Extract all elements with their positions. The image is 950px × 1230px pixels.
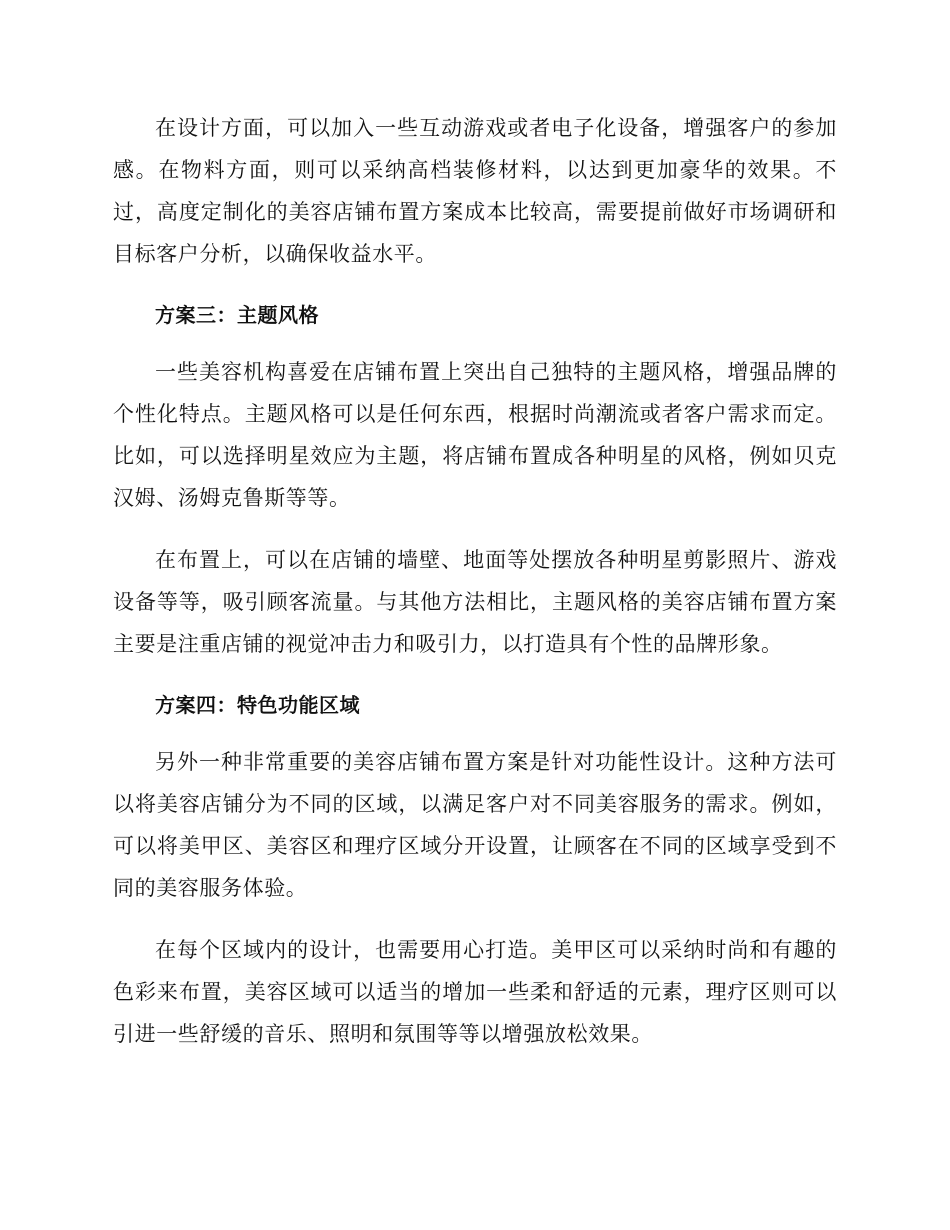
- heading-plan-three: 方案三：主题风格: [155, 303, 319, 327]
- document-body: [113, 107, 837, 1075]
- paragraph-theme-layout: 在布置上，可以在店铺的墙壁、地面等处摆放各种明星剪影照片、游戏设备等等，吸引顾客流量。与其他方法相比，主题风格的美容店铺布置方案主要是注重店铺的视觉冲击力和吸引力，以打造具有个性的品牌形象。: [113, 548, 837, 656]
- paragraph-theme-style: 一些美容机构喜爱在店铺布置上突出自己独特的主题风格，增强品牌的个性化特点。主题风格可以是任何东西，根据时尚潮流或者客户需求而定。比如，可以选择明星效应为主题，将店铺布置成各种明星的风格，例如贝克汉姆、汤姆克鲁斯等等。: [113, 360, 837, 510]
- paragraph-functional-zones: 另外一种非常重要的美容店铺布置方案是针对功能性设计。这种方法可以将美容店铺分为不同的区域，以满足客户对不同美容服务的需求。例如，可以将美甲区、美容区和理疗区域分开设置，让顾客在不同的区域享受到不同的美容服务体验。: [113, 750, 837, 900]
- heading-plan-four: 方案四：特色功能区域: [155, 693, 360, 717]
- paragraph-zone-design: 在每个区域内的设计，也需要用心打造。美甲区可以采纳时尚和有趣的色彩来布置，美容区域可以适当的增加一些柔和舒适的元素，理疗区则可以引进一些舒缓的音乐、照明和氛围等等以增强放松效果。: [113, 938, 837, 1046]
- paragraph-design-materials: 在设计方面，可以加入一些互动游戏或者电子化设备，增强客户的参加感。在物料方面，则可以采纳高档装修材料，以达到更加豪华的效果。不过，高度定制化的美容店铺布置方案成本比较高，需要提前做好市场调研和目标客户分析，以确保收益水平。: [113, 116, 837, 266]
